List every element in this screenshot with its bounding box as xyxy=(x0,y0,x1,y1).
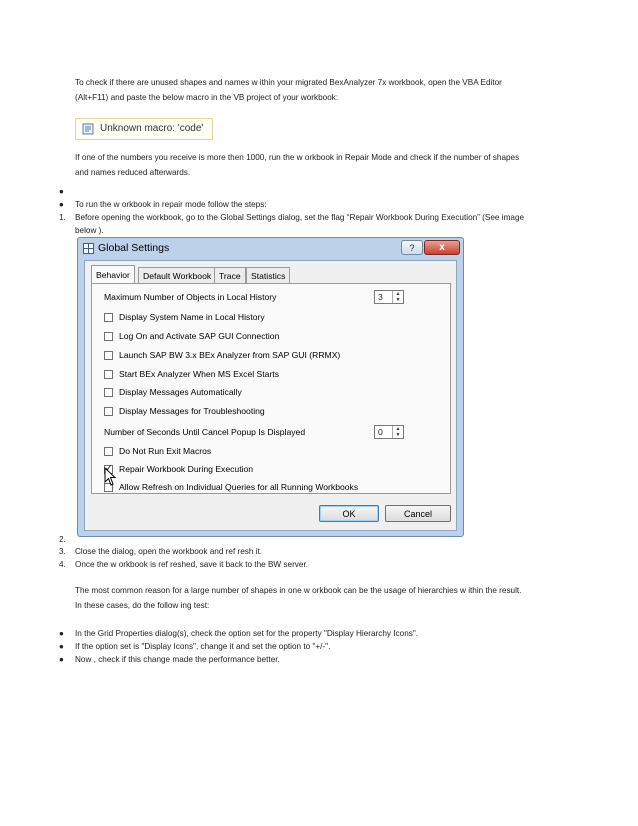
bullet-marker: ● xyxy=(59,629,64,638)
dialog-title: Global Settings xyxy=(98,242,170,254)
checkbox-log-on-sap-gui[interactable] xyxy=(104,332,113,341)
seconds-label: Number of Seconds Until Cancel Popup Is Displayed xyxy=(104,427,306,437)
bullet-marker: ● xyxy=(59,187,64,196)
step-number: 2. xyxy=(59,535,66,544)
window-icon xyxy=(83,243,94,254)
step-number: 3. xyxy=(59,547,66,556)
seconds-spinner[interactable] xyxy=(374,425,404,439)
step-number: 1. xyxy=(59,213,66,222)
checkbox-no-exit-macros[interactable] xyxy=(104,447,113,456)
cancel-button[interactable]: Cancel xyxy=(385,505,451,522)
step3-text: Close the dialog, open the workbook and ref resh it. xyxy=(75,547,263,556)
intro-text-line2: (Alt+F11) and paste the below macro in the VB project of your workbook: xyxy=(75,93,339,102)
result-text-line2: and names reduced afterwards. xyxy=(75,168,191,177)
label-start-with-excel: Start BEx Analyzer When MS Excel Starts xyxy=(119,369,279,379)
checkbox-display-messages-auto[interactable] xyxy=(104,388,113,397)
unknown-macro-box xyxy=(75,118,213,140)
behavior-panel xyxy=(91,283,451,494)
label-messages-troubleshooting: Display Messages for Troubleshooting xyxy=(119,406,265,416)
cause-text-line1: The most common reason for a large number of shapes in one w orkbook can be the usage of hierarchies w ithin the result. xyxy=(75,586,522,595)
bullet3-text: Now , check if this change made the performance better. xyxy=(75,655,280,664)
checkbox-messages-troubleshooting[interactable] xyxy=(104,407,113,416)
bullet-marker: ● xyxy=(59,200,64,209)
close-button[interactable]: x xyxy=(424,240,460,255)
bullet-marker: ● xyxy=(59,642,64,651)
label-no-exit-macros: Do Not Run Exit Macros xyxy=(119,446,212,456)
max-objects-spinner[interactable] xyxy=(374,290,404,304)
checkbox-launch-rrmx[interactable] xyxy=(104,351,113,360)
tab-behavior[interactable]: Behavior xyxy=(91,265,135,284)
bullet1-text: In the Grid Properties dialog(s), check the option set for the property "Display Hierarchy Icons". xyxy=(75,629,419,638)
result-text-line1: If one of the numbers you receive is more then 1000, run the w orkbook in Repair Mode and check if the number of shapes xyxy=(75,153,520,162)
seconds-value: 0 xyxy=(378,427,383,437)
repair-intro-text: To run the w orkbook in repair mode follow the steps: xyxy=(75,200,267,209)
max-objects-label: Maximum Number of Objects in Local History xyxy=(104,292,277,302)
step4-text: Once the w orkbook is ref reshed, save it back to the BW server. xyxy=(75,560,308,569)
step1-text-line1: Before opening the workbook, go to the Global Settings dialog, set the flag “Repair Workbook During Execution” (See image xyxy=(75,213,525,222)
spinner-arrows-icon[interactable]: ▲ ▼ xyxy=(392,426,403,438)
checkbox-start-with-excel[interactable] xyxy=(104,370,113,379)
ok-button[interactable]: OK xyxy=(319,505,379,522)
global-settings-dialog xyxy=(77,237,464,537)
bullet2-text: If the option set is "Display Icons", change it and set the option to "+/-". xyxy=(75,642,331,651)
label-allow-refresh: Allow Refresh on Individual Queries for all Running Workbooks xyxy=(119,482,359,492)
label-display-messages-auto: Display Messages Automatically xyxy=(119,387,242,397)
cause-text-line2: In these cases, do the follow ing test: xyxy=(75,601,210,610)
document-icon xyxy=(82,123,94,135)
dialog-client xyxy=(84,260,457,531)
step1-text-line2: below ). xyxy=(75,226,104,235)
help-button[interactable]: ? xyxy=(401,240,423,255)
spinner-arrows-icon[interactable]: ▲ ▼ xyxy=(392,291,403,303)
step-number: 4. xyxy=(59,560,66,569)
label-launch-rrmx: Launch SAP BW 3.x BEx Analyzer from SAP GUI (RRMX) xyxy=(119,350,341,360)
intro-text-line1: To check if there are unused shapes and names w ithin your migrated BexAnalyzer 7x workbook, open the VBA Editor xyxy=(75,78,502,87)
mouse-cursor-icon xyxy=(104,467,118,487)
bullet-marker: ● xyxy=(59,655,64,664)
checkbox-display-system-name[interactable] xyxy=(104,313,113,322)
tab-statistics[interactable]: Statistics xyxy=(246,267,290,283)
label-log-on-sap-gui: Log On and Activate SAP GUI Connection xyxy=(119,331,280,341)
tab-default-workbook[interactable]: Default Workbook xyxy=(138,267,216,283)
tab-trace[interactable]: Trace xyxy=(214,267,246,283)
max-objects-value: 3 xyxy=(378,292,383,302)
unknown-macro-label: Unknown macro: 'code' xyxy=(100,123,204,134)
label-display-system-name: Display System Name in Local History xyxy=(119,312,265,322)
label-repair-workbook: Repair Workbook During Execution xyxy=(119,464,254,474)
